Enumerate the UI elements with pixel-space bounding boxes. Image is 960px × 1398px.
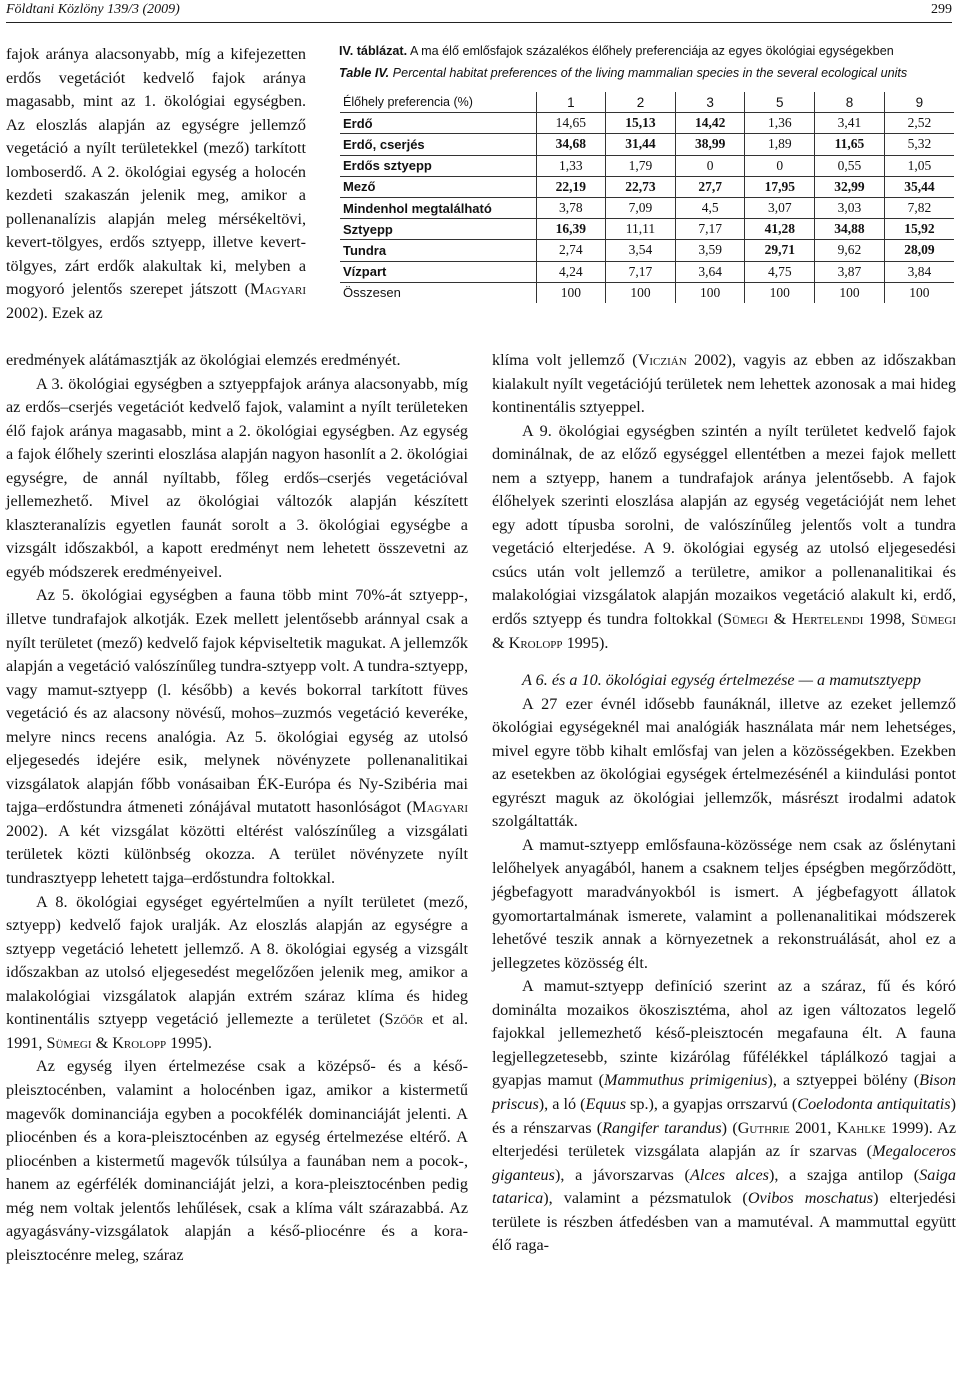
paragraph-unit-8 <box>6 891 468 1056</box>
row-label: Vízpart <box>340 261 536 282</box>
row-label: Mező <box>340 176 536 197</box>
paragraph-text: ), a szajga antilop ( <box>768 1165 920 1184</box>
table-cell: 3,41 <box>815 113 885 134</box>
paragraph-mammoth-steppe-definition <box>492 975 956 1258</box>
paragraph-text: klíma volt jellemző ( <box>492 351 638 369</box>
table-cell: 3,59 <box>675 240 745 261</box>
table-cell: 100 <box>536 282 606 303</box>
citation: Szőőr <box>384 1010 424 1029</box>
row-label: Összesen <box>340 282 536 303</box>
paragraph-text: Az 5. ökológiai egységben a fauna több mint 70%-át sztyepp-, illetve tundrafajok alkotják. Ezek mellett jelentősebb aránnyal csak a nyílt területet (mező) kedvelő fajok képviseltetik magukat. A jellemzők alapján a vegetáció valószínűleg tundra-sztyepp volt. A tundra-sztyepp, vagy mamut-sztyepp (l. később) a kevés bokorral tarkított füves vegetáció és az alacsony növésű, mohos–zuzmós vegetáció keveréke, melyre nincs recens analógia. Az 5. ökológiai egység az utolsó eljegesedés idejére esik, melynek növényzete pollenanalitikai vizsgálatok alapján főbb vonásaiban ÉK-Európa és Ny-Szibéria mai tajga–erdőstundra átmeneti zónájával mutatott hasonlóságot ( <box>6 586 468 817</box>
table-cell: 22,73 <box>606 176 676 197</box>
table-row <box>340 197 954 218</box>
paragraph-climate <box>492 349 956 420</box>
table-cell: 16,39 <box>536 219 606 240</box>
table-cell: 15,13 <box>606 113 676 134</box>
left-top-text-end: 2002). Ezek az <box>6 304 103 323</box>
paragraph-mammoth-steppe-intro: A 27 ezer évnél idősebb faunáknál, illetve az ezeket jellemző ökológiai egységeknél mai analógiák használata már nem lehetséges, mivel egyre több kihalt emlősfaj van jelen a közösségekben. Ezekben az esetekben az ökológiai egységek értelmezésénél a kiindulási pontot egyrészt maguk az ökológiai jellemzők, másrészt irodalmi adatok szolgáltatták. <box>492 694 956 831</box>
table-cell: 34,68 <box>536 134 606 155</box>
table-cell: 100 <box>815 282 885 303</box>
table-caption <box>339 40 957 84</box>
table-cell: 7,09 <box>606 197 676 218</box>
species-name: Bison priscus <box>492 1071 956 1113</box>
table-cell: 1,89 <box>745 134 815 155</box>
table-cell: 4,75 <box>745 261 815 282</box>
table-cell: 29,71 <box>745 240 815 261</box>
table-cell: 22,19 <box>536 176 606 197</box>
paragraph-text: 1995). <box>166 1033 212 1052</box>
row-label: Sztyepp <box>340 219 536 240</box>
paragraph-mammoth-steppe-fauna: A mamut-sztyepp emlősfauna-közössége nem csak az őslénytani lelőhelyek anyagából, hanem a csaknem teljes épségben megőrződött, jégbefagyott maradványokból is ismert. A jégbefagyott állatok gyomortartalmának ismerete, valamint a pollenanalitikai módszerek lehetővé teszik annak a környezetnek a rekonstruálását, ahol ez a jellegzetes közösség élt. <box>492 835 956 972</box>
table-cell: 35,44 <box>884 176 954 197</box>
table-column-header: 1 <box>536 92 606 113</box>
journal-title: Földtani Közlöny 139/3 (2009) <box>6 2 180 17</box>
citation: Sümegi & Krolopp <box>46 1033 167 1052</box>
species-name: Alces alces <box>689 1165 769 1184</box>
table-cell: 3,54 <box>606 240 676 261</box>
table-cell: 7,17 <box>675 219 745 240</box>
caption-label-hu: IV. táblázat. <box>339 44 408 58</box>
table-cell: 31,44 <box>606 134 676 155</box>
table-cell: 28,09 <box>884 240 954 261</box>
species-name: Megaloceros giganteus <box>492 1142 956 1184</box>
right-column-body <box>492 349 956 1258</box>
citation: Sümegi & Krolopp <box>492 610 956 652</box>
table-row <box>340 219 954 240</box>
table-cell: 2,74 <box>536 240 606 261</box>
table-row <box>340 261 954 282</box>
table-cell: 38,99 <box>675 134 745 155</box>
caption-label-en: Table IV. <box>339 66 390 80</box>
species-name: Mammuthus primigenius <box>604 1071 768 1090</box>
table-cell: 1,33 <box>536 155 606 176</box>
paragraph-text: ) elterjedési területe is részben átfedésben van a mamutéval. A mammuttal együtt élő raga- <box>492 1189 956 1255</box>
paragraph-text: ), a jávorszarvas ( <box>554 1165 690 1184</box>
table-cell: 3,87 <box>815 261 885 282</box>
table-cell: 11,11 <box>606 219 676 240</box>
table-header-row <box>340 92 954 113</box>
table-column-header: 9 <box>884 92 954 113</box>
table-cell: 15,92 <box>884 219 954 240</box>
species-name: Coelodonta antiquitatis <box>797 1094 951 1113</box>
paragraph-text: ), valamint a pézsmatulok ( <box>543 1189 748 1208</box>
paragraph-continuation: eredmények alátámasztják az ökológiai elemzés eredményét. <box>6 351 401 369</box>
species-name: Rangifer tarandus <box>602 1118 722 1137</box>
paragraph-text: 2001, <box>789 1118 837 1137</box>
paragraph-text: A mamut-sztyepp definíció szerint az a száraz, fű és kóró dominálta mozaikos ökoszisztéma, ahol az igen változatos legelő fajokkal jellemezhető késő-pleisztocén megafauna élt. A fauna legjellegzetesebb, szinte kizárólag fűfélékkel táplálkozó tagjai a gyapjas mamut ( <box>492 977 956 1090</box>
paragraph-text: 2002), vagyis az ebben az időszakban kialakult nyílt vegetációjú területek nem lehettek azonosak a mai hideg kontinentális sztyeppel. <box>492 351 956 417</box>
paragraph-text: et al. 1991, <box>6 1010 468 1052</box>
running-header <box>6 0 952 23</box>
table-cell: 14,65 <box>536 113 606 134</box>
table-column-header: 8 <box>815 92 885 113</box>
table-row-total <box>340 282 954 303</box>
table-header-label: Élőhely preferencia (%) <box>343 95 473 110</box>
caption-text-hu: A ma élő emlősfajok százalékos élőhely preferenciája az egyes ökológiai egységekben <box>409 44 894 58</box>
table-cell: 100 <box>675 282 745 303</box>
table-cell: 9,62 <box>815 240 885 261</box>
citation: Guthrie <box>737 1118 790 1137</box>
table-cell: 1,05 <box>884 155 954 176</box>
species-name: Saiga tatarica <box>492 1165 956 1208</box>
paragraph-unit-9 <box>492 420 956 655</box>
table-cell: 100 <box>745 282 815 303</box>
table-cell: 4,5 <box>675 197 745 218</box>
table-cell: 7,82 <box>884 197 954 218</box>
table-cell: 0 <box>675 155 745 176</box>
table-cell: 1,36 <box>745 113 815 134</box>
table-cell: 3,84 <box>884 261 954 282</box>
table-cell: 11,65 <box>815 134 885 155</box>
table-cell: 14,42 <box>675 113 745 134</box>
section-heading: A 6. és a 10. ökológiai egység értelmezése — a mamutsztyepp <box>522 671 921 690</box>
paragraph-text: 1995). <box>562 633 609 652</box>
paragraph-text: 1998, <box>863 610 911 629</box>
paragraph-unit-5 <box>6 584 468 890</box>
table-cell: 3,03 <box>815 197 885 218</box>
row-label: Erdő, cserjés <box>340 134 536 155</box>
page-number: 299 <box>931 2 952 17</box>
citation: Sümegi & Hertelendi <box>723 610 864 629</box>
table-cell: 4,24 <box>536 261 606 282</box>
table-cell: 100 <box>884 282 954 303</box>
species-name: Equus <box>585 1094 626 1113</box>
table-row <box>340 134 954 155</box>
table-row <box>340 113 954 134</box>
paragraph-text: 1999). Az elterjedési területek vizsgálata alapján az ír szarvas ( <box>492 1118 957 1161</box>
table-cell: 7,17 <box>606 261 676 282</box>
table-column-header: 3 <box>675 92 745 113</box>
table-cell: 0 <box>745 155 815 176</box>
table-cell: 2,52 <box>884 113 954 134</box>
table-column-header: 2 <box>606 92 676 113</box>
paragraph-text: A 9. ökológiai egységben szintén a nyílt területet kedvelő fajok dominálnak, de az előző egységgel ellentétben a mezei fajok mellett nem a sztyepp, hanem a tundrafajok aránya jelentősebb. A fajok élőhelyek szerinti eloszlása alapján az egység vegetációját nem lehet egy adott típusba sorolni, de valószínűleg jelentős volt a tundra vegetáció elterjedése. A 9. ökológiai egység az utolsó eljegesedési csúcs után volt jellemző a területre, amikor a pollenanalitikai és malakológiai vizsgálatok alapján mozaikos vegetáció alakult ki, erdő, erdős sztyepp és tundra foltokkal ( <box>492 421 956 629</box>
habitat-preference-table <box>340 92 954 303</box>
citation: Viczián <box>637 351 687 369</box>
table-row <box>340 240 954 261</box>
caption-text-en: Percental habitat preferences of the living mammalian species in the several ecological units <box>392 66 908 80</box>
paragraph-text: A 8. ökológiai egységet egyértelműen a nyílt területet (mező, sztyepp) kedvelő fajok uralják. Az eloszlás alapján az egységre a sztyepp vegetáció lehetett jellemző. A 8. ökológiai egység a vizsgált időszakban az utolsó eljegesedést megelőzően jelenik meg, amikor a malakológiai vizsgálatok alapján extrém száraz klíma és hideg kontinentális sztyepp vegetáció jellemezte a területet ( <box>6 892 468 1029</box>
table-cell: 3,64 <box>675 261 745 282</box>
row-label: Erdős sztyepp <box>340 155 536 176</box>
table-cell: 3,07 <box>745 197 815 218</box>
table-cell: 5,32 <box>884 134 954 155</box>
row-label: Erdő <box>340 113 536 134</box>
left-column-body <box>6 349 468 1267</box>
table-cell: 41,28 <box>745 219 815 240</box>
paragraph-text: ), a sztyeppei bölény ( <box>767 1071 920 1090</box>
species-name: Ovibos moschatus <box>747 1189 874 1208</box>
table-cell: 0,55 <box>815 155 885 176</box>
citation: Magyari <box>250 280 306 299</box>
citation: Kahlke <box>836 1118 886 1137</box>
table-cell: 34,88 <box>815 219 885 240</box>
table-cell: 32,99 <box>815 176 885 197</box>
table-cell: 3,78 <box>536 197 606 218</box>
left-column-top <box>6 43 306 326</box>
left-top-text: fajok aránya alacsonyabb, míg a kifejezetten erdős vegetációt kedvelő fajok aránya magasabb, mint az 1. ökológiai egységben. Az eloszlás alapján az egységre jellemző vegetáció a nyílt területekkel (mező) tarkított lomboserdő. A 2. ökológiai egység a holocén kezdeti szakaszán jelenik meg, amikor a pollenanalízis alapján meleg mérsékeltövi, kevert-tölgyes, erdős sztyepp, illetve kevert-tölgyes, zárt erdők alakultak ki, melyben a mogyoró jelentős szerepet játszott ( <box>6 45 306 299</box>
table-cell: 17,95 <box>745 176 815 197</box>
table-row <box>340 176 954 197</box>
paragraph-unit-3: A 3. ökológiai egységben a sztyeppfajok aránya alacsonyabb, míg az erdős–cserjés vegetációt kedvelő fajok, valamint a nyílt területeken élő fajok aránya magasabb, mint a 2. ökológiai egységben. Az egység a fajok élőhely szerinti eloszlása alapján nagyon hasonlít a 2. ökológiai egységre, de annál nyíltabb, főleg erdős–cserjés vegetációval jellemezhető. Mivel az ökológiai változók alapján készített klaszteranalízis egyetlen faunát sorolt a 3. ökológiai egységbe a vizsgált időszakból, a kapott eredményt nem lehetett összevetni az egyéb módszerek eredményeivel. <box>6 374 468 581</box>
table-row <box>340 155 954 176</box>
paragraph-interpretation: Az egység ilyen értelmezése csak a középső- és a késő-pleisztocénben, valamint a holocénben igaz, amikor a kistermetű magevők dominanciája egyben a pocokfélék dominanciáját jelenti. A pliocénben és a kora-pleisztocénben az egység értelmezése eltérő. A pliocénben a kistermetű magevők túlsúlya a faunában nem a pocok-, hanem az egérfélék dominanciáját jelzi, a kora-pleisztocénben pedig még nem voltak jelentős lehűlések, csak a klíma vált szárazabbá. Az agyagásvány-vizsgálatok alapján a késő-pliocénre és a kora-pleisztocénre meleg, száraz <box>6 1057 468 1264</box>
paragraph-text: ) ( <box>721 1118 738 1137</box>
table-cell: 100 <box>606 282 676 303</box>
table-cell: 1,79 <box>606 155 676 176</box>
table-cell: 27,7 <box>675 176 745 197</box>
citation: Magyari <box>412 798 468 817</box>
paragraph-text: ) és a rénszarvas ( <box>492 1094 956 1137</box>
paragraph-text: 2002). A két vizsgálat közötti eltérést valószínűleg a vizsgálati területek közti különbség okozza. A terület növényzete nyílt tundrasztyepp lehetett tajga–erdőstundra foltokkal. <box>6 821 468 888</box>
paragraph-text: sp.), a gyapjas orrszarvú ( <box>626 1094 798 1113</box>
row-label: Tundra <box>340 240 536 261</box>
row-label: Mindenhol megtalálható <box>340 197 536 218</box>
paragraph-text: ), a ló ( <box>538 1094 586 1113</box>
table-column-header: 5 <box>745 92 815 113</box>
